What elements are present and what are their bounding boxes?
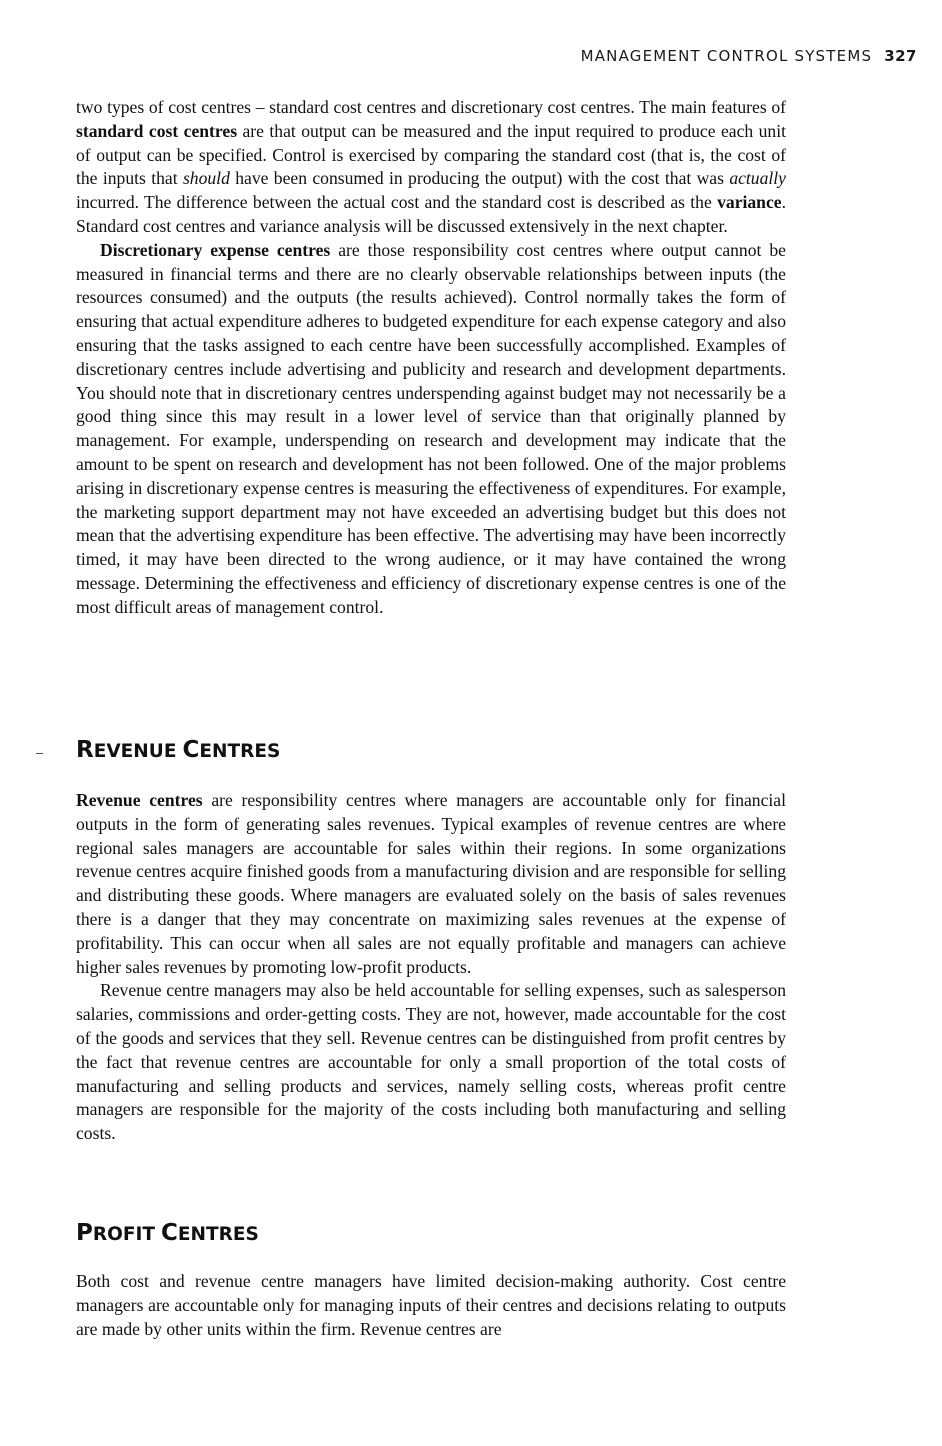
- bold-term: variance: [717, 192, 782, 213]
- paragraph-profit-centres: Both cost and revenue centre managers have limited decision-making authority. Cost centre managers are accountable only for managing inputs of their centres and decisions relating to outputs are made by other units within the firm. Revenue centres are: [76, 1271, 786, 1339]
- bold-term: Discretionary expense centres: [100, 239, 331, 260]
- section-profit-centres-text: [76, 1270, 786, 1341]
- margin-mark: [36, 753, 43, 754]
- heading-profit-centres: PROFIT CENTRES: [76, 1220, 259, 1246]
- section-revenue-centres-text: [76, 789, 786, 1146]
- bold-term: Revenue centres: [76, 790, 203, 810]
- page-number: 327: [884, 47, 917, 65]
- heading-revenue-centres: REVENUE CENTRES: [76, 737, 281, 763]
- paragraph-discretionary-expense-centres: Discretionary expense centres are those responsibility cost centres where output cannot be measured in financial terms and there are no clearly observable relationships between inputs (the resources consumed) and the outputs (the results achieved). Control normally takes the form of ensuring that actual expenditure adheres to budgeted expenditure for each expense category and also ensuring that the tasks assigned to each centre have been successfully accomplished. Examples of discretionary centres include advertising and publicity and research and development departments. You should note that in discretionary centres underspending against budget may not necessarily be a good thing since this may result in a lower level of service than that originally planned by management. For example, underspending on research and development may indicate that the amount to be spent on research and development has not been followed. One of the major problems arising in discretionary expense centres is measuring the effectiveness of expenditures. For example, the marketing support department may not have exceeded an advertising budget but this does not mean that the advertising expenditure has been effective. The advertising may have been incorrectly timed, it may have been directed to the wrong audience, or it may have contained the wrong message. Determining the effectiveness and efficiency of discretionary expense centres is one of the most difficult areas of management control.: [76, 239, 786, 617]
- bold-term: standard cost centres: [76, 120, 238, 141]
- section-discretionary-text: [76, 96, 786, 620]
- italic-term: actually: [729, 168, 786, 189]
- italic-term: should: [182, 168, 230, 189]
- paragraph-revenue-centre-managers: Revenue centre managers may also be held accountable for selling expenses, such as salesperson salaries, commissions and order-getting costs. They are not, however, made accountable for the cost of the goods and services that they sell. Revenue centres can be distinguished from profit centres by the fact that revenue centres are accountable for only a small proportion of the total costs of manufacturing and selling products and services, namely selling costs, whereas profit centre managers are responsible for the majority of the costs including both manufacturing and selling costs.: [76, 980, 786, 1144]
- running-head-title: MANAGEMENT CONTROL SYSTEMS: [580, 47, 873, 65]
- paragraph-standard-cost-centres: two types of cost centres – standard cost centres and discretionary cost centres. The main features of standard cost centres are that output can be measured and the input required to produce each unit of output can be specified. Control is exercised by comparing the standard cost (that is, the cost of the inputs that should have been consumed in producing the output) with the cost that was actually incurred. The difference between the actual cost and the standard cost is described as the variance. Standard cost centres and variance analysis will be discussed extensively in the next chapter.: [76, 97, 787, 236]
- paragraph-revenue-centres: Revenue centres are responsibility centres where managers are accountable only for financial outputs in the form of generating sales revenues. Typical examples of revenue centres are where regional sales managers are accountable for sales within their regions. In some organizations revenue centres acquire finished goods from a manufacturing division and are responsible for selling and distributing these goods. Where managers are evaluated solely on the basis of sales revenues there is a danger that they may concentrate on maximizing sales revenues at the expense of profitability. This can occur when all sales are not equally profitable and managers can achieve higher sales revenues by promoting low-profit products.: [76, 790, 786, 977]
- running-head: [581, 47, 917, 65]
